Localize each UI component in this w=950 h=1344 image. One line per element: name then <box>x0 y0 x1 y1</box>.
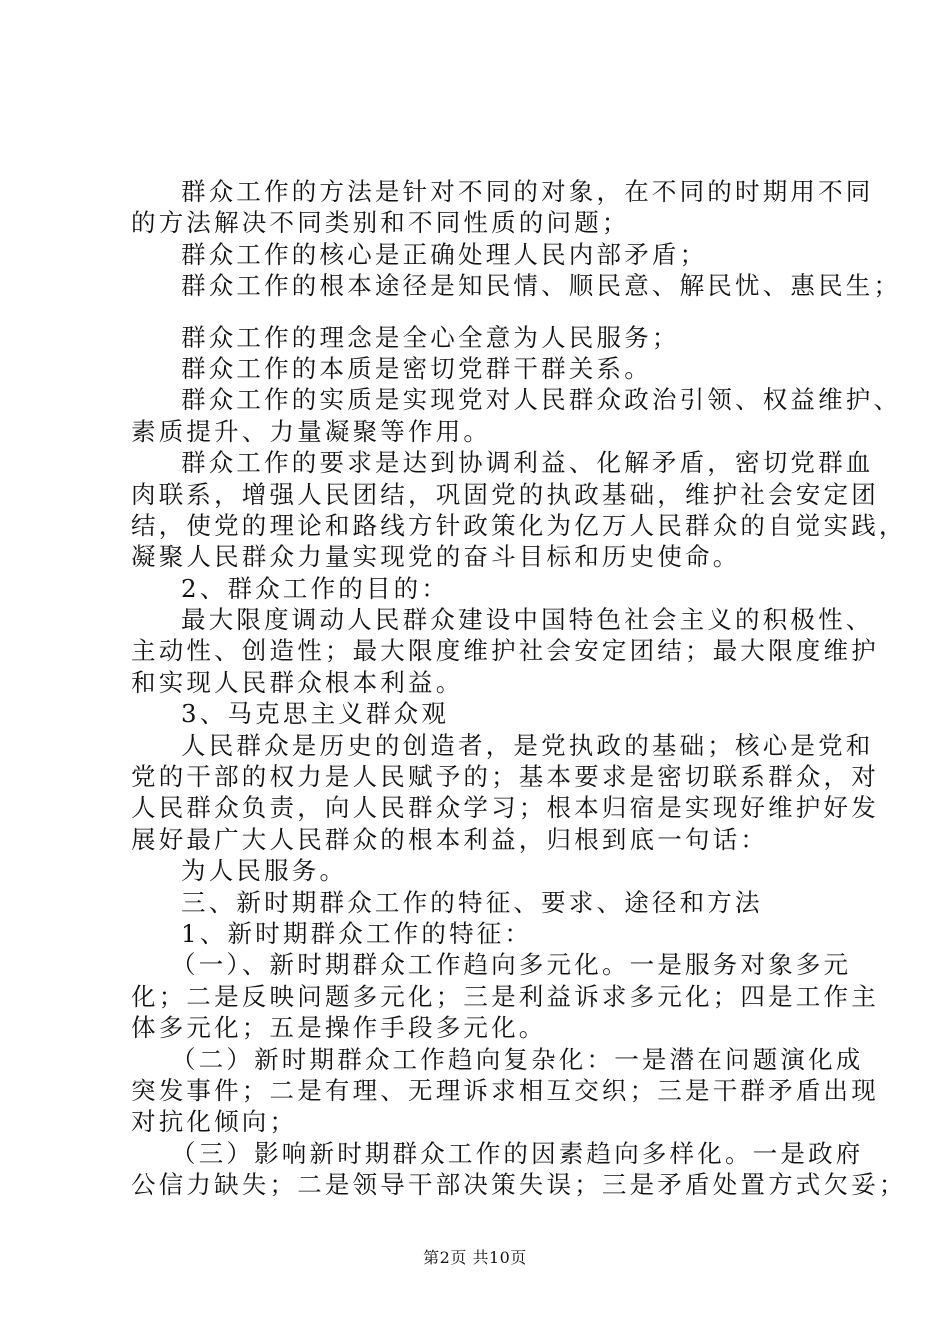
text-line: 群众工作的理念是全心全意为人民服务； <box>181 322 680 352</box>
text-line: 群众工作的核心是正确处理人民内部矛盾； <box>181 239 708 269</box>
text-line: 体多元化；五是操作手段多元化。 <box>131 1013 547 1043</box>
blank-line <box>131 302 831 322</box>
text-line: （一）、新时期群众工作趋向多元化。一是服务对象多元 <box>171 950 852 980</box>
text-line: 人民群众负责，向人民群众学习；根本归宿是实现好维护好发 <box>131 793 879 823</box>
text-line: 人民群众是历史的创造者，是党执政的基础；核心是党和 <box>181 730 874 760</box>
text-line: 的方法解决不同类别和不同性质的问题； <box>131 208 630 238</box>
text-line: 3、马克思主义群众观 <box>181 699 450 729</box>
text-line: 化；二是反映问题多元化；三是利益诉求多元化；四是工作主 <box>131 981 879 1011</box>
text-line: 党的干部的权力是人民赋予的；基本要求是密切联系群众，对 <box>131 762 879 792</box>
text-line: 群众工作的根本途径是知民情、顺民意、解民忧、惠民生； <box>181 271 902 301</box>
text-line: 最大限度调动人民群众建设中国特色社会主义的积极性、 <box>181 605 874 635</box>
text-line: 素质提升、力量凝聚等作用。 <box>131 416 492 446</box>
text-line: 为人民服务。 <box>181 856 348 886</box>
text-line: 展好最广大人民群众的根本利益，归根到底一句话： <box>131 824 769 854</box>
text-line: 三、新时期群众工作的特征、要求、途径和方法 <box>181 887 763 917</box>
text-line: 群众工作的要求是达到协调利益、化解矛盾，密切党群血 <box>181 448 874 478</box>
text-line: 公信力缺失；二是领导干部决策失误；三是矛盾处置方式欠妥； <box>131 1170 907 1200</box>
page-footer: 第2页 共10页 <box>423 1248 527 1267</box>
document-body <box>131 176 907 1201</box>
text-line: 突发事件；二是有理、无理诉求相互交织；三是干群矛盾出现 <box>131 1075 879 1105</box>
text-line: 主动性、创造性；最大限度维护社会安定团结；最大限度维护 <box>131 636 879 666</box>
text-line: 对抗化倾向； <box>131 1107 298 1137</box>
text-line: 和实现人民群众根本利益。 <box>131 667 464 697</box>
text-line: 凝聚人民群众力量实现党的奋斗目标和历史使命。 <box>131 542 741 572</box>
text-line: 群众工作的方法是针对不同的对象，在不同的时期用不同 <box>181 177 874 206</box>
text-line: （二）新时期群众工作趋向复杂化：一是潜在问题演化成 <box>171 1044 864 1074</box>
text-line: 肉联系，增强人民团结，巩固党的执政基础，维护社会安定团 <box>131 479 879 509</box>
text-line: 群众工作的实质是实现党对人民群众政治引领、权益维护、 <box>181 385 902 415</box>
text-line: 1、新时期群众工作的特征： <box>181 918 533 948</box>
text-line: 结，使党的理论和路线方针政策化为亿万人民群众的自觉实践， <box>131 510 907 540</box>
text-line: 2、群众工作的目的： <box>181 573 450 603</box>
text-line: （三）影响新时期群众工作的因素趋向多样化。一是政府 <box>171 1138 864 1168</box>
text-line: 群众工作的本质是密切党群干群关系。 <box>181 353 652 383</box>
